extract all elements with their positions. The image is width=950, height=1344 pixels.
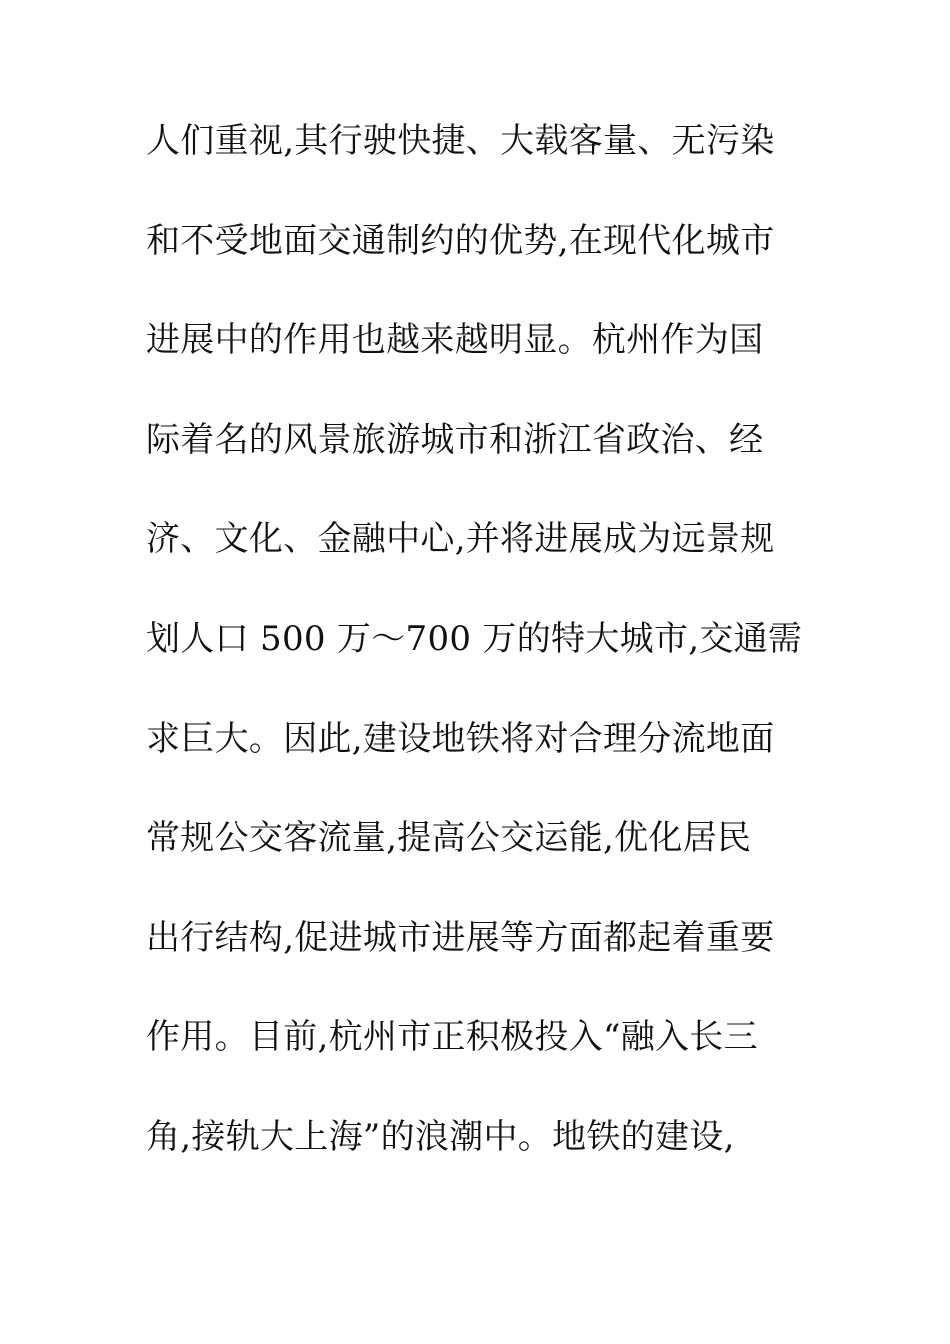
body-paragraph — [146, 121, 806, 1220]
text-line: 进展中的作用也越来越明显。杭州作为国 — [146, 320, 764, 361]
text-line: 出行结构,促进城市进展等方面都起着重要 — [146, 917, 775, 958]
text-line: 划人口 500 万～700 万的特大城市,交通需 — [146, 618, 803, 659]
text-line: 济、文化、金融中心,并将进展成为远景规 — [146, 519, 775, 560]
text-line: 求巨大。因此,建设地铁将对合理分流地面 — [146, 718, 775, 759]
text-line: 角,接轨大上海”的浪潮中。地铁的建设, — [146, 1116, 735, 1157]
text-line: 际着名的风景旅游城市和浙江省政治、经 — [146, 419, 764, 460]
text-line: 和不受地面交通制约的优势,在现代化城市 — [146, 220, 775, 261]
text-line: 人们重视,其行驶快捷、大载客量、无污染 — [146, 121, 775, 161]
text-line: 常规公交客流量,提高公交运能,优化居民 — [146, 818, 752, 859]
text-line: 作用。目前,杭州市正积极投入“融入长三 — [146, 1017, 758, 1058]
